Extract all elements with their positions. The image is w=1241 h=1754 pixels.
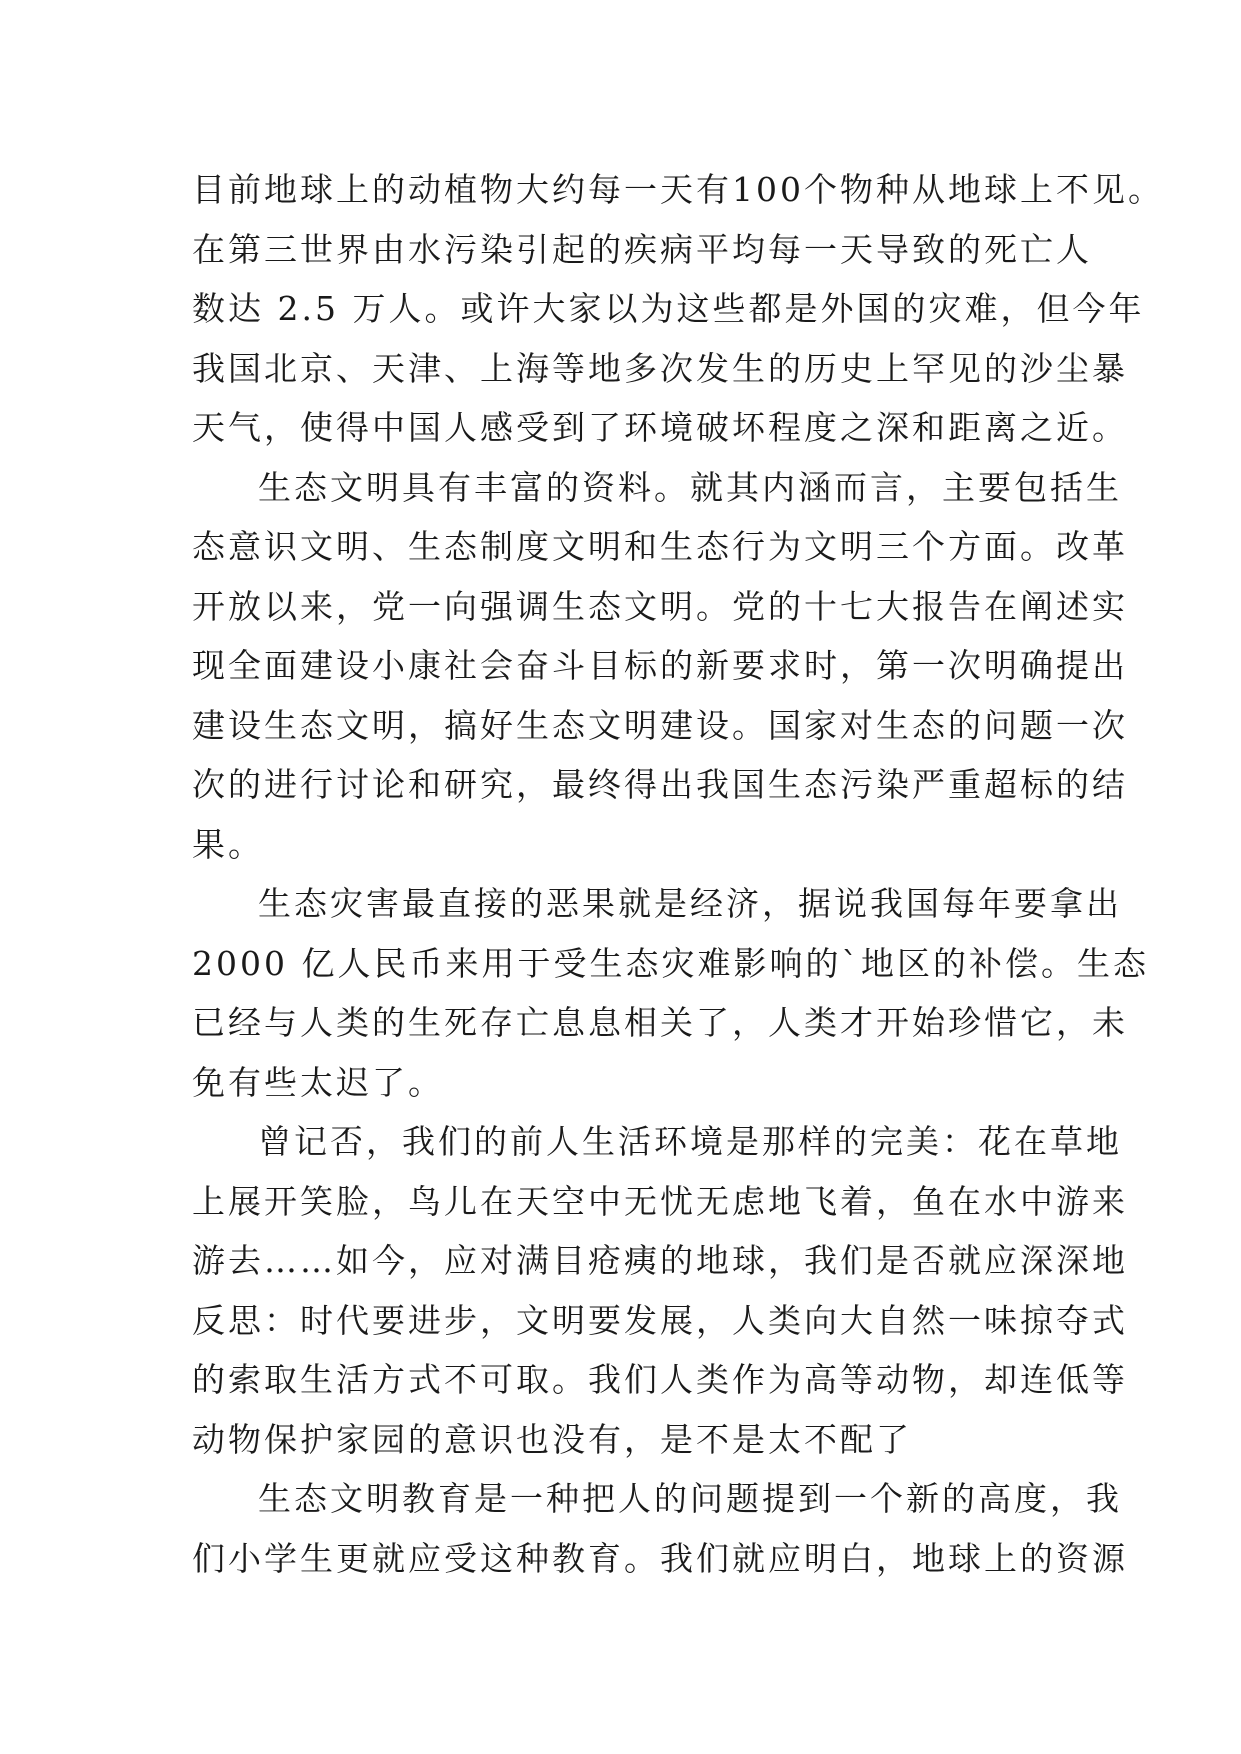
text-line: 2000 亿人民币来用于受生态灾难影响的`地区的补偿。生态 [192,943,1149,983]
text-line: 开放以来，党一向强调生态文明。党的十七大报告在阐述实 [192,586,1128,626]
text-line: 在第三世界由水污染引起的疾病平均每一天导致的死亡人 [192,229,1092,269]
text-line: 建设生态文明，搞好生态文明建设。国家对生态的问题一次 [192,705,1128,745]
paragraph-4 [192,1112,1128,1469]
text-line: 曾记否，我们的前人生活环境是那样的完美：花在草地 [258,1122,1122,1161]
text-line: 游去……如今，应对满目疮痍的地球，我们是否就应深深地 [192,1241,1128,1280]
text-line: 态意识文明、生态制度文明和生态行为文明三个方面。改革 [192,527,1128,566]
text-line: 已经与人类的生死存亡息息相关了，人类才开始珍惜它，未 [192,1003,1128,1042]
text-line: 果。 [192,824,264,864]
text-line: 动物保护家园的意识也没有，是不是太不配了 [192,1419,912,1459]
paragraph-3 [192,874,1149,1112]
document-body [192,160,1164,1588]
text-line: 次的进行讨论和研究，最终得出我国生态污染严重超标的结 [192,765,1128,804]
text-line: 我国北京、天津、上海等地多次发生的历史上罕见的沙尘暴 [192,348,1128,388]
text-line: 生态文明具有丰富的资料。就其内涵而言，主要包括生 [258,467,1122,507]
text-line: 反思：时代要进步，文明要发展，人类向大自然一味掠夺式 [192,1300,1128,1340]
text-line: 目前地球上的动植物大约每一天有100个物种从地球上不见。 [192,170,1164,209]
text-line: 生态灾害最直接的恶果就是经济，据说我国每年要拿出 [258,884,1122,923]
text-line: 现全面建设小康社会奋斗目标的新要求时，第一次明确提出 [192,646,1128,685]
text-line: 数达 2.5 万人。或许大家以为这些都是外国的灾难，但今年 [192,289,1145,328]
text-line: 们小学生更就应受这种教育。我们就应明白，地球上的资源 [192,1538,1128,1578]
text-line: 免有些太迟了。 [192,1062,444,1102]
paragraph-1 [192,160,1164,458]
paragraph-5 [192,1469,1128,1588]
text-line: 生态文明教育是一种把人的问题提到一个新的高度，我 [258,1479,1122,1518]
text-line: 上展开笑脸，鸟儿在天空中无忧无虑地飞着，鱼在水中游来 [192,1181,1128,1221]
paragraph-2 [192,458,1128,875]
text-line: 的索取生活方式不可取。我们人类作为高等动物，却连低等 [192,1360,1128,1399]
text-line: 天气，使得中国人感受到了环境破坏程度之深和距离之近。 [192,408,1128,447]
